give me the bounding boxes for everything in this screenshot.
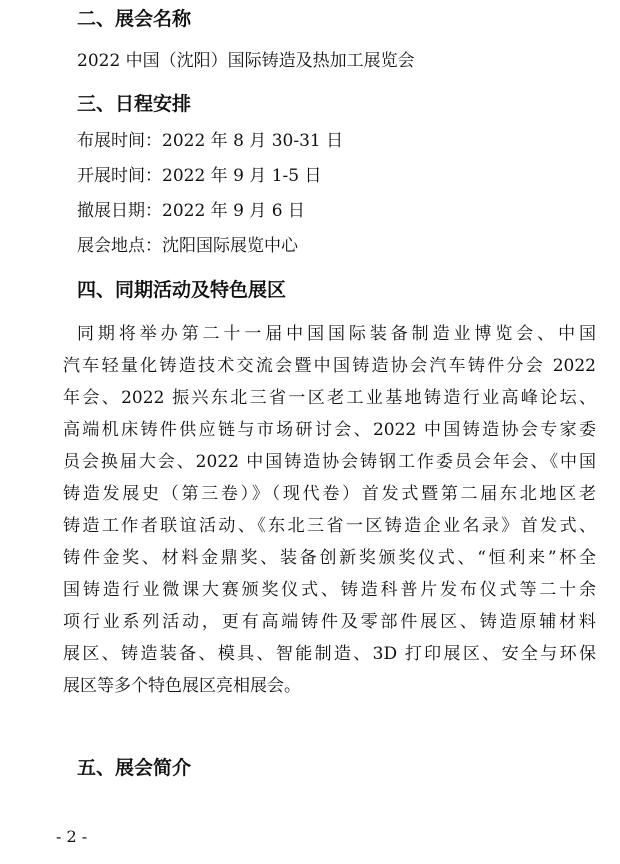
paragraph-line: 展区、铸造装备、模具、智能制造、3D 打印展区、安全与环保	[63, 644, 596, 664]
setup-time: 布展时间：2022 年 8 月 30-31 日	[77, 131, 344, 151]
paragraph-line: 铸造发展史（第三卷）》（现代卷）首发式暨第二届东北地区老	[63, 484, 596, 504]
paragraph-line: 高端机床铸件供应链与市场研讨会、2022 中国铸造协会专家委	[63, 420, 596, 440]
paragraph-line: 同期将举办第二十一届中国国际装备制造业博览会、中国	[77, 324, 596, 344]
section-3-heading: 三、日程安排	[77, 93, 192, 115]
paragraph-line: 员会换届大会、2022 中国铸造协会铸钢工作委员会年会、《中国	[63, 452, 596, 472]
section-5-heading: 五、展会简介	[77, 757, 192, 779]
section-4-heading: 四、同期活动及特色展区	[77, 279, 287, 301]
section-4-paragraph	[63, 318, 596, 702]
section-2-heading: 二、展会名称	[77, 8, 192, 30]
exhibition-name: 2022 中国（沈阳）国际铸造及热加工展览会	[77, 51, 415, 71]
paragraph-line: 国铸造行业微课大赛颁奖仪式、铸造科普片发布仪式等二十余	[63, 580, 596, 600]
open-time: 开展时间：2022 年 9 月 1-5 日	[77, 166, 322, 186]
paragraph-line: 汽车轻量化铸造技术交流会暨中国铸造协会汽车铸件分会 2022	[63, 356, 596, 376]
paragraph-line: 展区等多个特色展区亮相展会。	[63, 676, 301, 696]
page-number: - 2 -	[56, 827, 88, 846]
venue: 展会地点：沈阳国际展览中心	[77, 236, 298, 256]
paragraph-line: 铸造工作者联谊活动、《东北三省一区铸造企业名录》首发式、	[63, 516, 596, 536]
paragraph-line: 项行业系列活动，更有高端铸件及零部件展区、铸造原辅材料	[63, 612, 596, 632]
teardown-date: 撤展日期：2022 年 9 月 6 日	[77, 201, 305, 221]
paragraph-line: 铸件金奖、材料金鼎奖、装备创新奖颁奖仪式、“恒利来”杯全	[63, 548, 596, 568]
paragraph-line: 年会、2022 振兴东北三省一区老工业基地铸造行业高峰论坛、	[63, 388, 596, 408]
